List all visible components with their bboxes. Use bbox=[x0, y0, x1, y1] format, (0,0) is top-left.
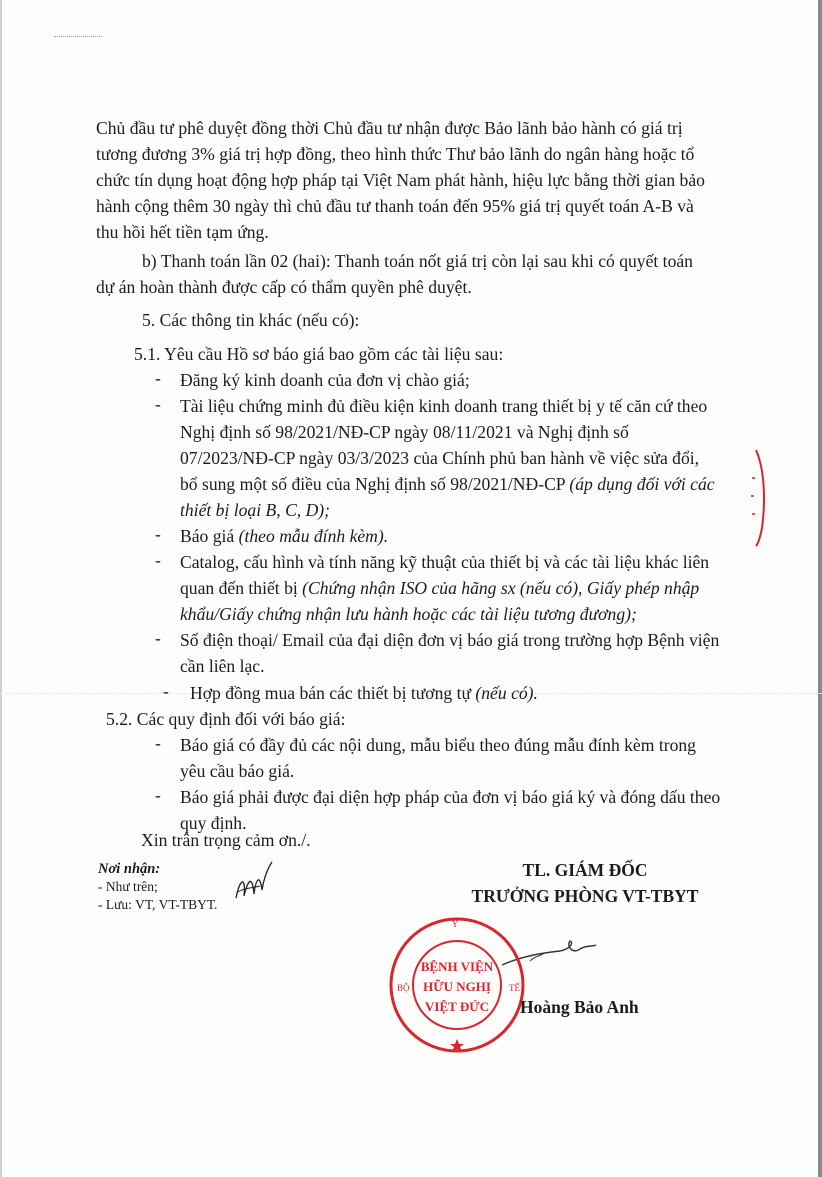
bullet-dash: - bbox=[155, 550, 161, 570]
payment-b-line-1: b) Thanh toán lần 02 (hai): Thanh toán nốt giá trị còn lại sau khi có quyết toán bbox=[142, 251, 693, 271]
item-51-2-line-2: Nghị định số 98/2021/NĐ-CP ngày 08/11/2021 và Nghị định số bbox=[180, 422, 629, 442]
item-51-5-line-2: cần liên lạc. bbox=[180, 656, 265, 676]
handwritten-initials bbox=[232, 858, 274, 910]
stamp-line-1: BỆNH VIỆN bbox=[420, 959, 494, 974]
section-5-heading: 5. Các thông tin khác (nếu có): bbox=[142, 310, 360, 330]
item-51-5-line-1: Số điện thoại/ Email của đại diện đơn vị báo giá trong trường hợp Bệnh viện bbox=[180, 630, 720, 650]
stamp-ring-left: BỘ bbox=[397, 983, 410, 993]
item-51-3 bbox=[180, 524, 822, 550]
item-51-1: Đăng ký kinh doanh của đơn vị chào giá; bbox=[180, 370, 470, 390]
bullet-dash: - bbox=[155, 524, 161, 544]
signature-title-1: TL. GIÁM ĐỐC bbox=[522, 860, 648, 880]
item-51-4-line-2 bbox=[180, 576, 822, 602]
intro-line-1: Chủ đầu tư phê duyệt đồng thời Chủ đầu tư nhận được Bảo lãnh bảo hành có giá trị bbox=[96, 118, 683, 138]
bullet-dash: - bbox=[155, 785, 161, 805]
stamp-ring-right: TẾ bbox=[509, 983, 520, 993]
stamp-line-2: HỮU NGHỊ bbox=[423, 979, 491, 994]
scan-smudge bbox=[54, 36, 102, 39]
intro-line-3: chức tín dụng hoạt động hợp pháp tại Việt Nam phát hành, hiệu lực bằng thời gian bảo bbox=[96, 170, 705, 190]
recipients-block bbox=[98, 860, 217, 914]
item-51-6 bbox=[190, 681, 822, 707]
intro-line-5: thu hồi hết tiền tạm ứng. bbox=[96, 222, 269, 242]
recipients-title: Nơi nhận: bbox=[98, 861, 161, 877]
payment-b-line-2: dự án hoàn thành được cấp có thẩm quyền phê duyệt. bbox=[96, 277, 472, 297]
bullet-dash: - bbox=[155, 368, 161, 388]
item-51-3-italic: (theo mẫu đính kèm). bbox=[238, 526, 389, 546]
item-51-6-italic: (nếu có). bbox=[475, 683, 538, 703]
official-stamp bbox=[387, 915, 527, 1055]
bullet-dash: - bbox=[155, 394, 161, 414]
stamp-ring-top: Y bbox=[451, 919, 459, 929]
item-51-4-line-3: khẩu/Giấy chứng nhận lưu hành hoặc các tài liệu tương đương); bbox=[180, 604, 637, 624]
item-51-4-line-2-text: quan đến thiết bị bbox=[180, 578, 303, 598]
item-51-2-line-5: thiết bị loại B, C, D); bbox=[180, 500, 331, 520]
item-51-2-line-4-text: bổ sung một số điều của Nghị định số 98/2021/NĐ-CP bbox=[180, 474, 570, 494]
item-52-2-line-1: Báo giá phải được đại diện hợp pháp của đơn vị báo giá ký và đóng dấu theo bbox=[180, 787, 721, 807]
item-52-1-line-1: Báo giá có đầy đủ các nội dung, mẫu biểu theo đúng mẫu đính kèm trong bbox=[180, 735, 696, 755]
bullet-dash: - bbox=[163, 681, 169, 701]
signer-name: Hoàng Bảo Anh bbox=[520, 997, 639, 1017]
item-51-2-line-4-italic: (áp dụng đối với các bbox=[569, 474, 715, 494]
item-51-3-text: Báo giá bbox=[180, 526, 239, 546]
item-51-2-line-1: Tài liệu chứng minh đủ điều kiện kinh doanh trang thiết bị y tế căn cứ theo bbox=[180, 396, 708, 416]
intro-line-4: hành cộng thêm 30 ngày thì chủ đầu tư thanh toán đến 95% giá trị quyết toán A-B và bbox=[96, 196, 694, 216]
bullet-dash: - bbox=[155, 733, 161, 753]
intro-line-2: tương đương 3% giá trị hợp đồng, theo hình thức Thư bảo lãnh do ngân hàng hoặc tổ bbox=[96, 144, 695, 164]
section-5-1-heading: 5.1. Yêu cầu Hồ sơ báo giá bao gồm các tài liệu sau: bbox=[134, 344, 504, 364]
item-52-1-line-2: yêu cầu báo giá. bbox=[180, 761, 295, 781]
recipient-line-1: - Như trên; bbox=[98, 879, 158, 894]
item-51-2-line-3: 07/2023/NĐ-CP ngày 03/3/2023 của Chính phủ ban hành về việc sửa đổi, bbox=[180, 448, 700, 468]
section-5-2-heading: 5.2. Các quy định đối với báo giá: bbox=[106, 709, 346, 729]
red-margin-mark bbox=[732, 448, 772, 548]
scan-edge-left bbox=[0, 0, 2, 1177]
signature-title-2: TRƯỞNG PHÒNG VT-TBYT bbox=[471, 886, 699, 906]
bullet-dash: - bbox=[155, 628, 161, 648]
item-51-4-line-1: Catalog, cấu hình và tính năng kỹ thuật của thiết bị và các tài liệu khác liên bbox=[180, 552, 710, 572]
item-52-2-line-2: quy định. bbox=[180, 813, 247, 833]
item-51-2-line-4 bbox=[180, 472, 822, 498]
item-51-4-line-2-italic: (Chứng nhận ISO của hãng sx (nếu có), Giấy phép nhập bbox=[302, 578, 700, 598]
stamp-line-3: VIỆT ĐỨC bbox=[425, 999, 489, 1014]
closing-line: Xin trân trọng cảm ơn./. bbox=[141, 830, 311, 850]
item-51-6-text: Hợp đồng mua bán các thiết bị tương tự bbox=[190, 683, 476, 703]
recipient-line-2: - Lưu: VT, VT-TBYT. bbox=[98, 897, 218, 912]
